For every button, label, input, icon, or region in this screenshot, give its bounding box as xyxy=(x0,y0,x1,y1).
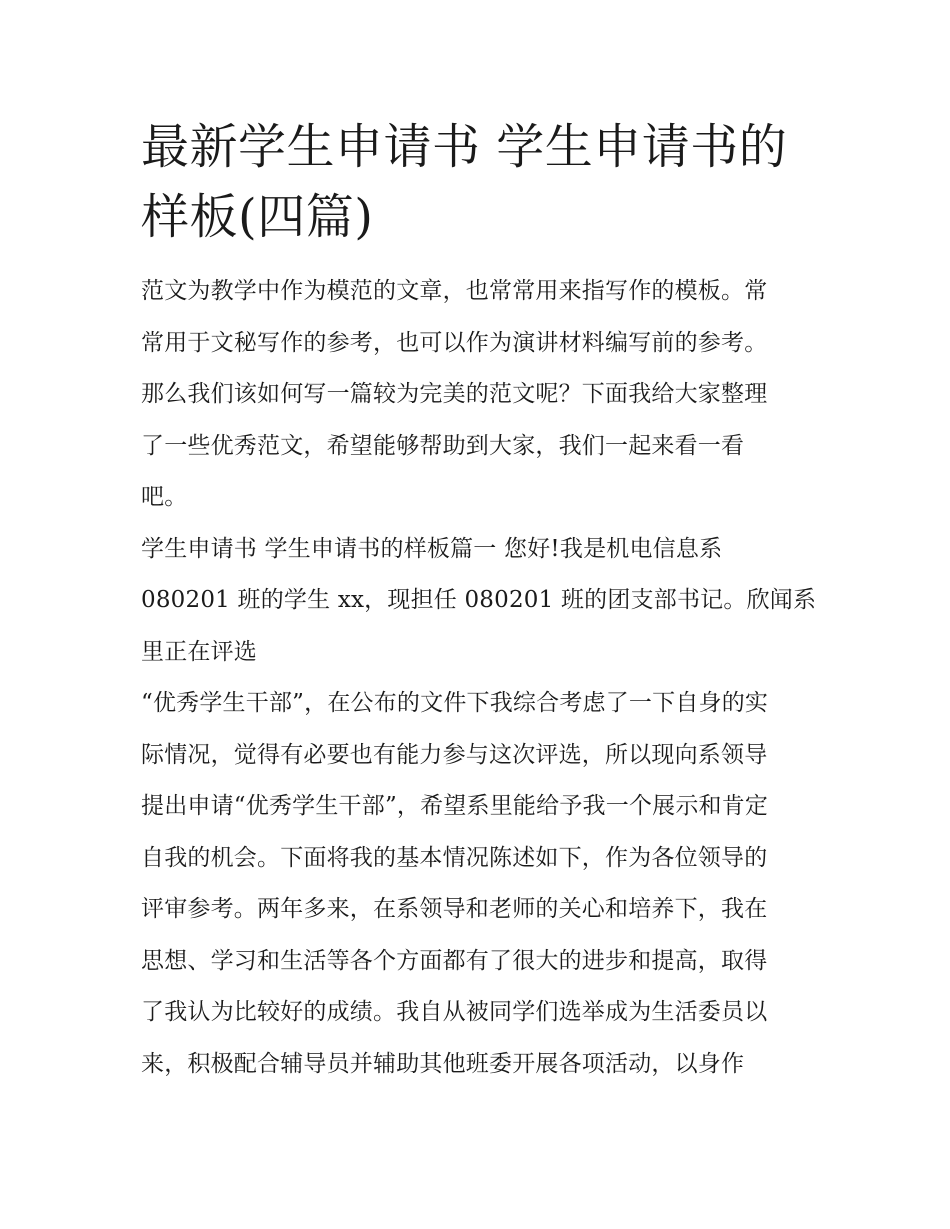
text-line: 评审参考。两年多来，在系领导和老师的关心和培养下，我在 xyxy=(141,896,768,922)
text-line: 080201 班的学生 xx，现担任 080201 班的团支部书记。欣闻系 xyxy=(141,587,817,613)
text-line: 学生申请书 学生申请书的样板篇一 您好!我是机电信息系 xyxy=(141,535,723,562)
text-line: 思想、学习和生活等各个方面都有了很大的进步和提高，取得 xyxy=(141,947,768,974)
title-line: 最新学生申请书 学生申请书的 xyxy=(141,119,788,175)
text-line: “优秀学生干部”，在公布的文件下我综合考虑了一下自身的实 xyxy=(141,690,769,716)
document-page xyxy=(141,112,821,1090)
body-paragraph xyxy=(141,678,821,1090)
text-line: 自我的机会。下面将我的基本情况陈述如下，作为各位领导的 xyxy=(141,844,768,871)
title-line: 样板(四篇) xyxy=(141,189,374,245)
text-line: 吧。 xyxy=(141,484,188,510)
document-title xyxy=(141,112,821,252)
text-line: 际情况，觉得有必要也有能力参与这次评选，所以现向系领导 xyxy=(141,741,768,768)
text-line: 提出申请“优秀学生干部”，希望系里能给予我一个展示和肯定 xyxy=(141,793,769,819)
text-line: 来，积极配合辅导员并辅助其他班委开展各项活动，以身作 xyxy=(141,1050,745,1077)
intro-paragraph xyxy=(141,266,821,524)
text-line: 了我认为比较好的成绩。我自从被同学们选举成为生活委员以 xyxy=(141,999,768,1025)
text-line: 范文为教学中作为模范的文章，也常常用来指写作的模板。常 xyxy=(141,278,768,304)
text-line: 了一些优秀范文，希望能够帮助到大家，我们一起来看一看 xyxy=(141,432,745,459)
section-heading-paragraph xyxy=(141,524,821,679)
text-line: 常用于文秘写作的参考，也可以作为演讲材料编写前的参考。 xyxy=(141,329,768,356)
text-line: 里正在评选 xyxy=(141,638,257,665)
text-line: 那么我们该如何写一篇较为完美的范文呢？下面我给大家整理 xyxy=(141,381,768,407)
